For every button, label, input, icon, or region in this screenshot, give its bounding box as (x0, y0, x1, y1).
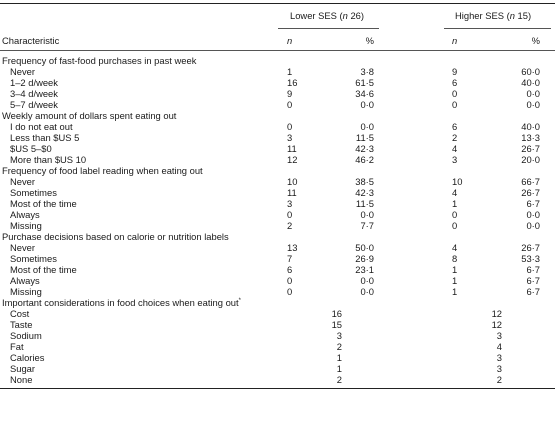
row-label: Sodium (10, 330, 42, 341)
higher-n-cell: 0 (452, 209, 458, 220)
section-title-text (2, 297, 241, 308)
higher-n-cell: 0 (452, 88, 458, 99)
lower-pct-cell: 42·3 (355, 187, 374, 198)
lower-pct-cell: 38·5 (355, 176, 374, 187)
row-label: Sugar (10, 363, 36, 374)
lower-pct-cell: 0·0 (360, 121, 374, 132)
table-row (0, 66, 555, 77)
lower-ses-label: Lower SES ( (290, 10, 343, 21)
higher-n-cell: 3 (452, 154, 458, 165)
table-row (0, 275, 555, 286)
section-title-text: Purchase decisions based on calorie or nutrition labels (2, 231, 229, 242)
lower-pct-cell: 61·5 (355, 77, 374, 88)
table-row (0, 374, 555, 385)
section-title-text: Weekly amount of dollars spent eating out (2, 110, 177, 121)
row-label: Calories (10, 352, 45, 363)
table-row (0, 198, 555, 209)
higher-pct-cell: 6·7 (526, 264, 540, 275)
table-row (0, 121, 555, 132)
lower-pct-cell: 50·0 (355, 242, 374, 253)
lower-ses-n-symbol: n (342, 10, 348, 21)
higher-pct-cell: 0·0 (526, 99, 540, 110)
higher-pct-cell: 66·7 (521, 176, 540, 187)
lower-pct-cell: 42·3 (355, 143, 374, 154)
higher-n-cell: 12 (491, 308, 502, 319)
higher-ses-header (455, 10, 531, 21)
lower-ses-header (290, 10, 364, 21)
lower-pct-cell: 26·9 (355, 253, 374, 264)
row-label: Sometimes (10, 187, 57, 198)
higher-pct-cell: 26·7 (521, 143, 540, 154)
higher-n-cell: 2 (496, 374, 502, 385)
row-label: I do not eat out (10, 121, 73, 132)
table-row (0, 319, 555, 330)
lower-n-cell: 10 (287, 176, 298, 187)
section-title (0, 297, 555, 308)
higher-ses-label: Higher SES ( (455, 10, 510, 21)
higher-n-cell: 1 (452, 198, 458, 209)
higher-pct-cell: 6·7 (526, 286, 540, 297)
higher-n-cell: 1 (452, 286, 458, 297)
higher-n-cell: 4 (496, 341, 502, 352)
lower-pct-cell: 46·2 (355, 154, 374, 165)
lower-n-cell: 7 (287, 253, 293, 264)
higher-pct-cell: 0·0 (526, 209, 540, 220)
row-label: None (10, 374, 33, 385)
higher-n-cell: 3 (496, 330, 502, 341)
lower-ses-n-value: 26) (347, 10, 364, 21)
lower-n-cell: 2 (336, 374, 342, 385)
section-title-text: Frequency of fast-food purchases in past week (2, 55, 197, 66)
lower-n-cell: 2 (336, 341, 342, 352)
lower-n-cell: 11 (287, 187, 297, 198)
higher-n-cell: 4 (452, 143, 458, 154)
higher-n-cell: 9 (452, 66, 458, 77)
table-row (0, 352, 555, 363)
higher-n-cell: 10 (452, 176, 463, 187)
lower-n-cell: 3 (336, 330, 342, 341)
lower-n-cell: 0 (287, 99, 293, 110)
row-label: More than $US 10 (10, 154, 87, 165)
higher-pct-cell: 6·7 (526, 275, 540, 286)
row-label: 1–2 d/week (10, 77, 58, 88)
lower-n-cell: 6 (287, 264, 293, 275)
row-label: Always (10, 209, 40, 220)
column-header-row (0, 35, 555, 46)
lower-n-cell: 1 (336, 363, 342, 374)
higher-n-cell: 4 (452, 187, 458, 198)
lower-ses-underline (278, 28, 379, 29)
row-label: Most of the time (10, 198, 77, 209)
section-title (0, 231, 555, 242)
row-label: Less than $US 5 (10, 132, 80, 143)
higher-pct-cell: 53·3 (521, 253, 540, 264)
footnote-mark: * (238, 298, 241, 304)
table-row (0, 308, 555, 319)
row-label: 5–7 d/week (10, 99, 58, 110)
lower-n-cell: 11 (287, 143, 297, 154)
lower-n-cell: 1 (336, 352, 342, 363)
lower-n-cell: 0 (287, 121, 293, 132)
lower-pct-cell: 0·0 (360, 286, 374, 297)
higher-n-cell: 6 (452, 77, 458, 88)
higher-pct-cell: 0·0 (526, 88, 540, 99)
lower-n-cell: 3 (287, 132, 293, 143)
bottom-rule (0, 388, 555, 389)
table-row (0, 143, 555, 154)
higher-n-cell: 1 (452, 275, 458, 286)
lower-pct-cell: 7·7 (360, 220, 374, 231)
row-label: Always (10, 275, 40, 286)
header-rule (0, 50, 555, 51)
section-title (0, 165, 555, 176)
higher-n-cell: 4 (452, 242, 458, 253)
lower-n-cell: 0 (287, 286, 293, 297)
higher-pct-cell: 6·7 (526, 198, 540, 209)
lower-n-cell: 9 (287, 88, 293, 99)
lower-n-cell: 15 (331, 319, 342, 330)
table-row (0, 264, 555, 275)
table-row (0, 99, 555, 110)
lower-n-cell: 13 (287, 242, 298, 253)
row-label: Missing (10, 286, 42, 297)
higher-ses-n-value: 15) (514, 10, 532, 21)
higher-n-cell: 8 (452, 253, 458, 264)
table-row (0, 154, 555, 165)
lower-n-cell: 0 (287, 275, 293, 286)
lower-pct-cell: 3·8 (360, 66, 374, 77)
table-row (0, 88, 555, 99)
lower-n-cell: 3 (287, 198, 293, 209)
table-row (0, 253, 555, 264)
lower-n-cell: 1 (287, 66, 293, 77)
lower-n-header: n (287, 35, 293, 46)
higher-pct-header: % (531, 35, 540, 46)
higher-pct-cell: 0·0 (526, 220, 540, 231)
lower-n-cell: 12 (287, 154, 298, 165)
table-row (0, 209, 555, 220)
table-row (0, 132, 555, 143)
row-label: Cost (10, 308, 30, 319)
section-title (0, 110, 555, 121)
higher-n-cell: 2 (452, 132, 458, 143)
higher-pct-cell: 40·0 (521, 121, 540, 132)
higher-n-cell: 0 (452, 99, 458, 110)
row-label: Missing (10, 220, 42, 231)
row-label: Taste (10, 319, 33, 330)
row-label: Never (10, 66, 36, 77)
lower-n-cell: 2 (287, 220, 293, 231)
characteristic-header: Characteristic (2, 35, 60, 46)
higher-n-cell: 1 (452, 264, 458, 275)
row-label: Never (10, 176, 36, 187)
top-rule (0, 3, 555, 4)
lower-pct-header: % (365, 35, 374, 46)
section-title (0, 55, 555, 66)
row-label: Most of the time (10, 264, 77, 275)
section-title-words: Important considerations in food choices when eating out (2, 297, 239, 308)
lower-n-cell: 0 (287, 209, 293, 220)
table-row (0, 242, 555, 253)
higher-ses-n-symbol: n (509, 10, 515, 21)
higher-n-header: n (452, 35, 458, 46)
lower-n-cell: 16 (331, 308, 342, 319)
row-label: Sometimes (10, 253, 57, 264)
higher-pct-cell: 20·0 (521, 154, 540, 165)
lower-pct-cell: 0·0 (360, 99, 374, 110)
higher-pct-cell: 40·0 (521, 77, 540, 88)
table-row (0, 330, 555, 341)
lower-pct-cell: 0·0 (360, 209, 374, 220)
lower-n-cell: 16 (287, 77, 298, 88)
higher-n-cell: 3 (496, 363, 502, 374)
row-label: Never (10, 242, 36, 253)
section-title-text: Frequency of food label reading when eating out (2, 165, 203, 176)
higher-pct-cell: 26·7 (521, 187, 540, 198)
higher-pct-cell: 60·0 (521, 66, 540, 77)
higher-ses-underline (444, 28, 551, 29)
higher-n-cell: 12 (491, 319, 502, 330)
table-row (0, 77, 555, 88)
table-row (0, 363, 555, 374)
row-label: 3–4 d/week (10, 88, 58, 99)
table-row (0, 286, 555, 297)
higher-n-cell: 0 (452, 220, 458, 231)
lower-pct-cell: 23·1 (355, 264, 374, 275)
table-row (0, 176, 555, 187)
table-row (0, 341, 555, 352)
lower-pct-cell: 11·5 (355, 132, 374, 143)
row-label: $US 5–$0 (10, 143, 52, 154)
lower-pct-cell: 11·5 (355, 198, 374, 209)
row-label: Fat (10, 341, 24, 352)
table-row (0, 220, 555, 231)
higher-n-cell: 3 (496, 352, 502, 363)
higher-pct-cell: 13·3 (521, 132, 540, 143)
table-row (0, 187, 555, 198)
lower-pct-cell: 0·0 (360, 275, 374, 286)
lower-pct-cell: 34·6 (355, 88, 374, 99)
higher-pct-cell: 26·7 (521, 242, 540, 253)
higher-n-cell: 6 (452, 121, 458, 132)
